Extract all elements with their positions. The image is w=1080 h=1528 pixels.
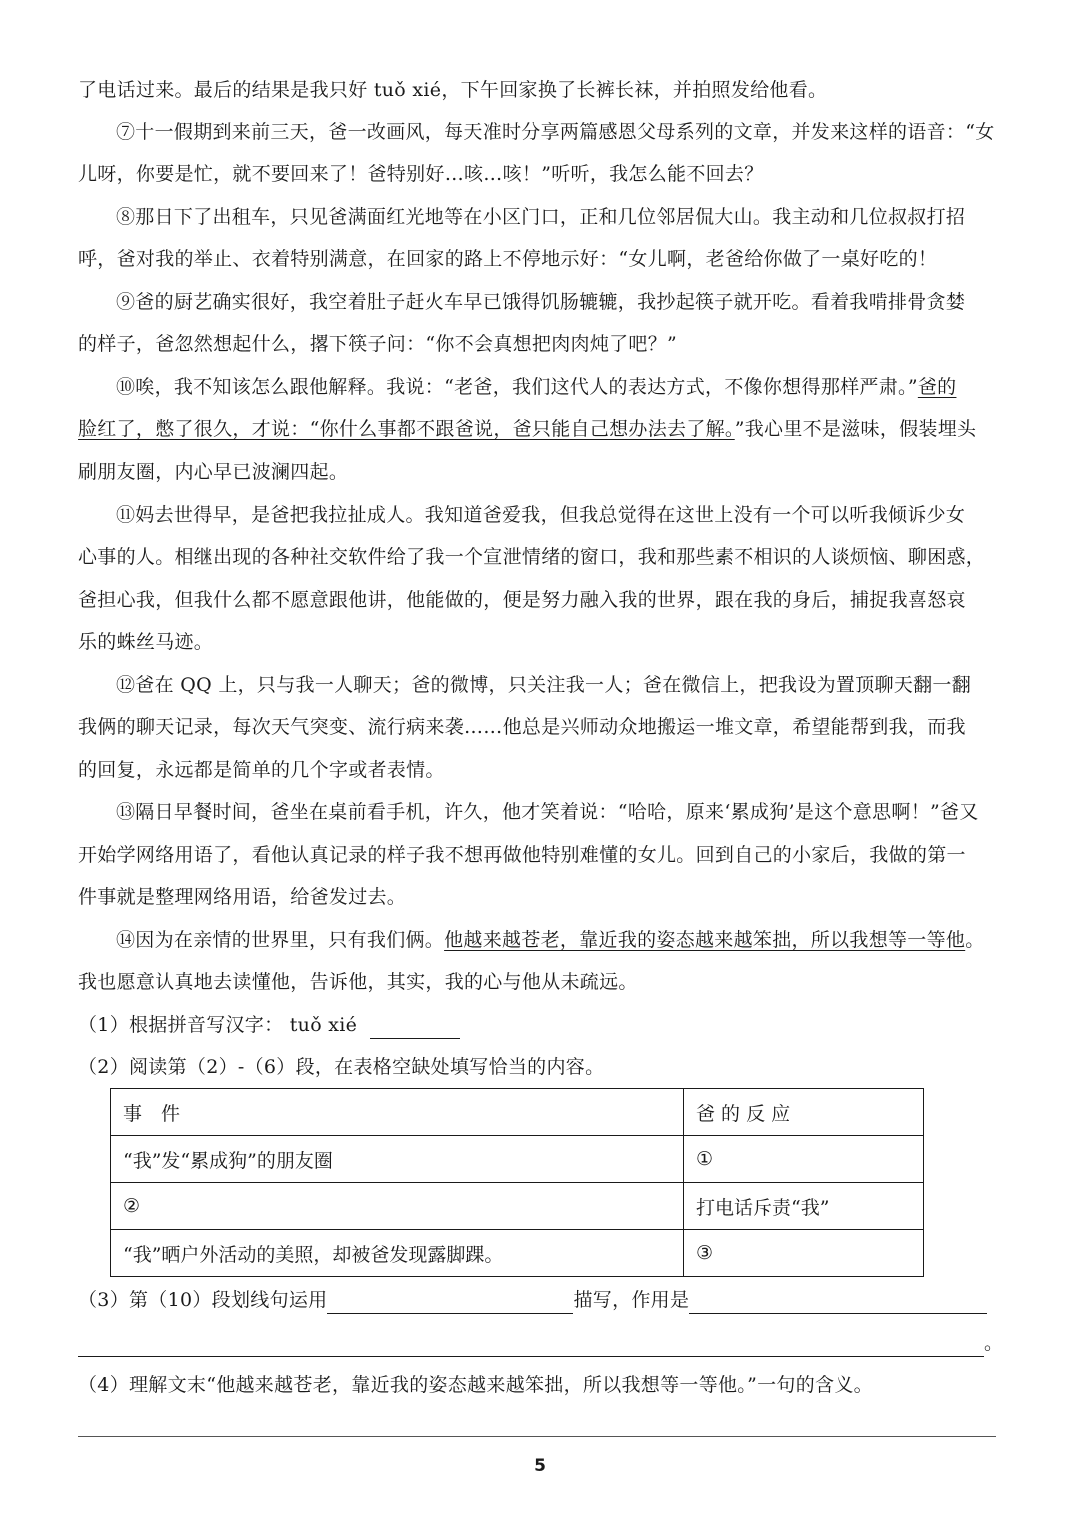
question-3-text: （3）第（10）段划线句运用: [78, 1289, 328, 1311]
answer-blank-3b[interactable]: [689, 1291, 987, 1314]
reaction-cell-blank[interactable]: ①: [684, 1136, 924, 1183]
underlined-sentence: 他越来越苍老，靠近我的姿态越来越笨拙，所以我想等一等他: [444, 929, 966, 951]
question-3-text: 描写，作用是: [573, 1289, 690, 1311]
paragraph-11-line-1: ⑪妈去世得早，是爸把我拉扯成人。我知道爸爱我，但我总觉得在这世上没有一个可以听我倾诉少女: [116, 504, 966, 526]
paragraph-10-text: ”我心里不是滋味，假装埋头: [734, 418, 977, 440]
question-3-continued: [78, 1329, 1002, 1357]
event-cell-blank[interactable]: ②: [111, 1183, 684, 1230]
paragraph-9-line-2: 的样子，爸忽然想起什么，撂下筷子问：“你不会真想把肉肉炖了吧？”: [78, 333, 678, 355]
event-cell: “我”发“累成狗”的朋友圈: [111, 1136, 684, 1183]
table-row: [111, 1136, 924, 1183]
table-row: [111, 1230, 924, 1277]
paragraph-8-line-1: ⑧那日下了出租车，只见爸满面红光地等在小区门口，正和几位邻居侃大山。我主动和几位叔叔打招: [116, 206, 966, 228]
question-2: （2）阅读第（2）-（6）段，在表格空缺处填写恰当的内容。: [78, 1056, 605, 1078]
question-1-text: （1）根据拼音写汉字： tuǒ xié: [78, 1014, 358, 1036]
event-cell: “我”晒户外活动的美照，却被爸发现露脚踝。: [111, 1230, 684, 1277]
paragraph-10-line-2: [78, 415, 1002, 443]
paragraph-11-line-3: 爸担心我，但我什么都不愿意跟他讲，他能做的，便是努力融入我的世界，跟在我的身后，捕捉我喜怒哀: [78, 589, 966, 611]
question-4: （4）理解文末“他越来越苍老，靠近我的姿态越来越笨拙，所以我想等一等他。”一句的含义。: [78, 1374, 873, 1396]
paragraph-7-line-2: 儿呀，你要是忙，就不要回来了！爸特别好…咳…咳！”听听，我怎么能不回去？: [78, 163, 764, 185]
paragraph-11-line-2: 心事的人。相继出现的各种社交软件给了我一个宣泄情绪的窗口，我和那些素不相识的人谈烦恼、聊困惑，: [78, 546, 986, 568]
question-3: [78, 1286, 1002, 1314]
question-3-end: 。: [984, 1332, 1004, 1354]
paragraph-9-line-1: ⑨爸的厨艺确实很好，我空着肚子赶火车早已饿得饥肠辘辘，我抄起筷子就开吃。看着我啃排骨贪婪: [116, 291, 966, 313]
underlined-sentence: 爸的: [917, 376, 957, 398]
paragraph-10-line-1: [116, 373, 1002, 401]
page-number: 5: [534, 1456, 546, 1476]
paragraph-11-line-4: 乐的蛛丝马迹。: [78, 631, 214, 653]
paragraph-13-line-1: ⑬隔日早餐时间，爸坐在桌前看手机，许久，他才笑着说：“哈哈，原来‘累成狗’是这个意思啊！”爸又: [116, 801, 979, 823]
paragraph-13-line-3: 件事就是整理网络用语，给爸发过去。: [78, 886, 407, 908]
answer-blank-3c[interactable]: [78, 1334, 984, 1357]
header-reaction: 爸 的 反 应: [684, 1089, 924, 1136]
paragraph-12-line-3: 的回复，永远都是简单的几个字或者表情。: [78, 759, 445, 781]
paragraph-12-line-1: ⑫爸在 QQ 上，只与我一人聊天；爸的微博，只关注我一人；爸在微信上，把我设为置顶聊天翻一翻: [116, 674, 972, 696]
paragraph-12-line-2: 我俩的聊天记录，每次天气突变、流行病来袭……他总是兴师动众地搬运一堆文章，希望能帮到我，而我: [78, 716, 966, 738]
reaction-cell-blank[interactable]: ③: [684, 1230, 924, 1277]
header-event: 事 件: [111, 1089, 684, 1136]
paragraph-14-line-2: 我也愿意认真地去读懂他，告诉他，其实，我的心与他从未疏远。: [78, 971, 638, 993]
paragraph-13-line-2: 开始学网络用语了，看他认真记录的样子我不想再做他特别难懂的女儿。回到自己的小家后，我做的第一: [78, 844, 966, 866]
answer-table: [110, 1088, 924, 1277]
paragraph-10-line-3: 刷朋友圈，内心早已波澜四起。: [78, 461, 349, 483]
underlined-sentence: 脸红了，憋了很久，才说：“你什么事都不跟爸说，爸只能自己想办法去了解。: [78, 418, 735, 440]
paragraph-14-line-1: [116, 926, 1002, 954]
answer-blank-1[interactable]: [370, 1016, 460, 1039]
paragraph-14-text: 。: [965, 929, 985, 951]
footer-divider: [78, 1436, 996, 1437]
answer-blank-3a[interactable]: [327, 1291, 573, 1314]
table-header-row: [111, 1089, 924, 1136]
table-row: [111, 1183, 924, 1230]
reaction-cell: 打电话斥责“我”: [684, 1183, 924, 1230]
paragraph-7-line-1: ⑦十一假期到来前三天，爸一改画风，每天准时分享两篇感恩父母系列的文章，并发来这样的语音：“女: [116, 121, 995, 143]
paragraph-10-text: ⑩唉，我不知该怎么跟他解释。我说：“老爸，我们这代人的表达方式，不像你想得那样严肃。”: [116, 376, 918, 398]
question-1: [78, 1011, 1002, 1039]
paragraph-8-line-2: 呼，爸对我的举止、衣着特别满意，在回家的路上不停地示好：“女儿啊，老爸给你做了一桌好吃的！: [78, 248, 938, 270]
paragraph-6-end: 了电话过来。最后的结果是我只好 tuǒ xié，下午回家换了长裤长袜，并拍照发给他看。: [78, 79, 828, 101]
paragraph-14-text: ⑭因为在亲情的世界里，只有我们俩。: [116, 929, 445, 951]
